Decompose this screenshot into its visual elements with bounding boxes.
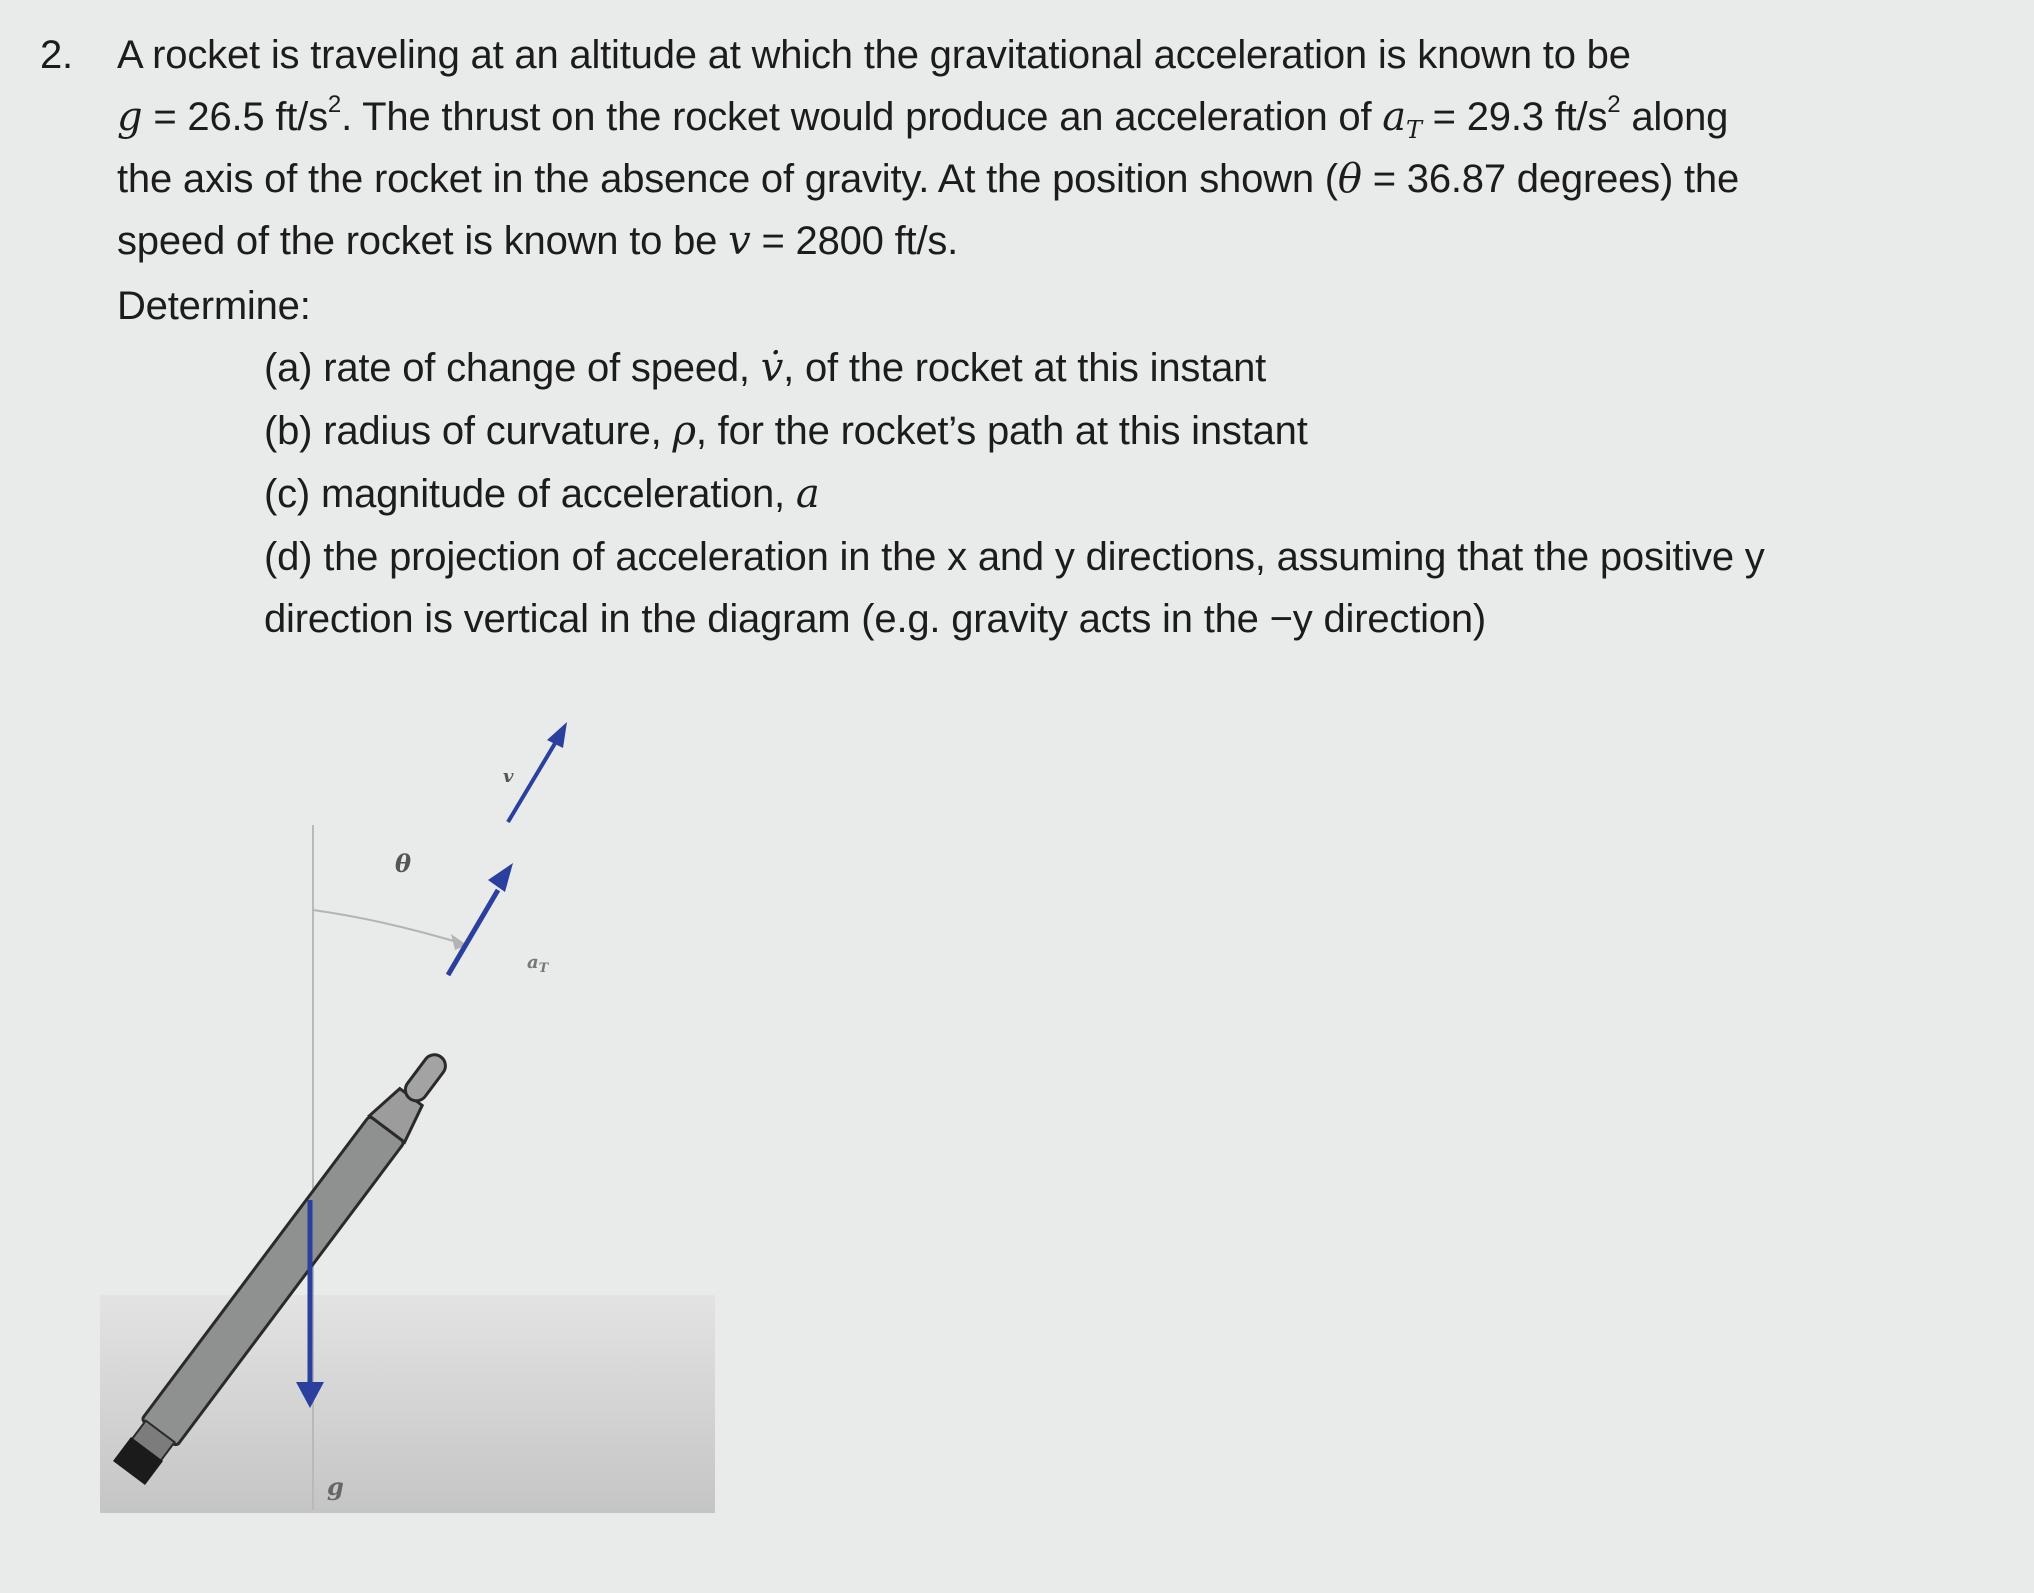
problem-line-4: speed of the rocket is known to be v = 2800 ft/s. — [117, 218, 959, 264]
item-d-line-1: (d) the projection of acceleration in the x and y directions, assuming that the positive y — [264, 535, 1765, 579]
v-symbol: v — [728, 218, 751, 264]
item-a: (a) rate of change of speed, v̇, of the rocket at this instant — [264, 345, 1267, 391]
v-label: v — [503, 766, 514, 787]
theta-symbol: θ — [1337, 156, 1362, 202]
problem-line-2: g = 26.5 $ft/s^2$. The thrust on the rocket would produce an acceleration of $a_T = 29.3$ $ft/s^2$ along — [117, 91, 1729, 144]
theta-arc — [313, 910, 467, 945]
item-c: (c) magnitude of acceleration, a — [264, 471, 820, 517]
aT-symbol: a — [1382, 94, 1406, 140]
g-label: g — [327, 1472, 344, 1501]
aT-label: $a_T$ — [527, 952, 549, 976]
item-b: (b) radius of curvature, ρ, for the rocket’s path at this instant — [264, 408, 1308, 454]
theta-label: θ — [395, 849, 412, 878]
rocket-diagram-svg — [95, 720, 735, 1520]
item-d-line-2: direction is vertical in the diagram (e.g. gravity acts in the −y direction) — [264, 597, 1487, 641]
problem-line-3: the axis of the rocket in the absence of gravity. At the position shown (θ = 36.87 degrees) the — [117, 156, 1739, 202]
g-symbol: g — [117, 94, 143, 140]
aT-arrow-shaft — [448, 890, 498, 975]
aT-arrow-head — [488, 863, 513, 892]
rocket-tip — [401, 1050, 450, 1105]
rocket-diagram — [95, 720, 735, 1520]
determine-heading: Determine: — [117, 284, 311, 328]
v-arrow-shaft — [508, 740, 557, 822]
problem-number: 2. — [40, 33, 73, 77]
v-arrow-head — [547, 722, 567, 748]
problem-line-1: A rocket is traveling at an altitude at which the gravitational acceleration is known to be — [117, 33, 1631, 77]
